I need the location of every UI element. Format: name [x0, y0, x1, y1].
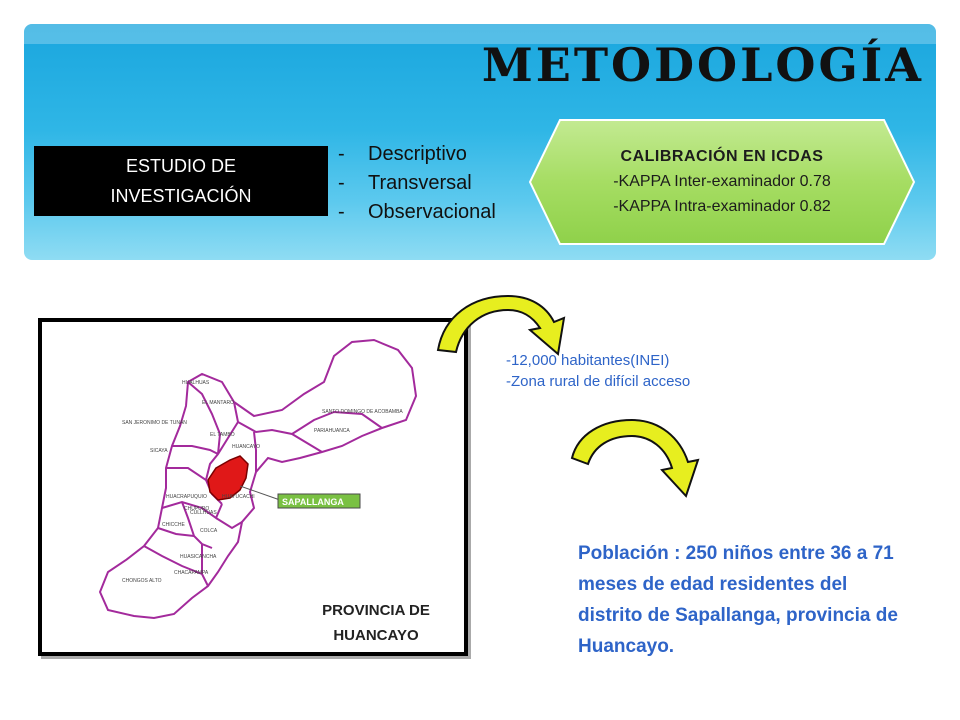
district-label: CHUPURO [184, 506, 210, 512]
district-label: CULLHUAS [190, 510, 217, 516]
map-caption: PROVINCIA DE HUANCAYO [322, 602, 430, 644]
calibration-text [528, 144, 916, 219]
study-types-list [338, 140, 496, 227]
district-label: EL MANTARO [202, 400, 234, 406]
curved-arrow-icon [568, 416, 708, 498]
district-label: SANTO DOMINGO DE ACOBAMBA [322, 409, 403, 415]
district-label: SAN JERONIMO DE TUNAN [122, 420, 187, 426]
population-note: -12,000 habitantes(INEI) [506, 352, 670, 369]
province-outline [100, 340, 416, 618]
study-type-label-box [34, 146, 328, 216]
district-label: COLCA [200, 528, 218, 534]
kappa-intra: -KAPPA Intra-examinador 0.82 [613, 198, 831, 215]
study-type-item: - Descriptivo [338, 143, 467, 165]
district-label: HUANCAYO [232, 444, 260, 450]
district-label: HUASICANCHA [180, 554, 217, 560]
district-label: CHACAPAMPA [174, 570, 209, 576]
calibration-heading: CALIBRACIÓN EN ICDAS [620, 148, 824, 165]
sapallanga-label: SAPALLANGA [282, 497, 344, 507]
district-label: SICAYA [150, 448, 168, 454]
district-label: PARIAHUANCA [314, 428, 350, 434]
district-label: HUALHUAS [182, 380, 210, 386]
slide-title: METODOLOGÍA [481, 38, 924, 92]
kappa-inter: -KAPPA Inter-examinador 0.78 [613, 173, 831, 190]
district-label: CHICCHE [162, 522, 185, 528]
study-type-item: - Observacional [338, 201, 496, 223]
population-description: Población : 250 niños entre 36 a 71 meses de edad residentes del distrito de Sapallanga, provincia de Huancayo. [578, 543, 898, 657]
study-type-label: ESTUDIO DE INVESTIGACIÓN [110, 156, 252, 206]
district-label: CHONGOS ALTO [122, 578, 162, 584]
study-type-item: - Transversal [338, 172, 472, 194]
access-note: -Zona rural de difícil acceso [506, 373, 691, 390]
district-label: HUAYUCACHI [222, 494, 255, 500]
district-label: HUACRAPUQUIO [166, 494, 207, 500]
district-notes [506, 350, 690, 392]
district-label: EL TAMBO [210, 432, 235, 438]
calibration-box [528, 118, 916, 246]
